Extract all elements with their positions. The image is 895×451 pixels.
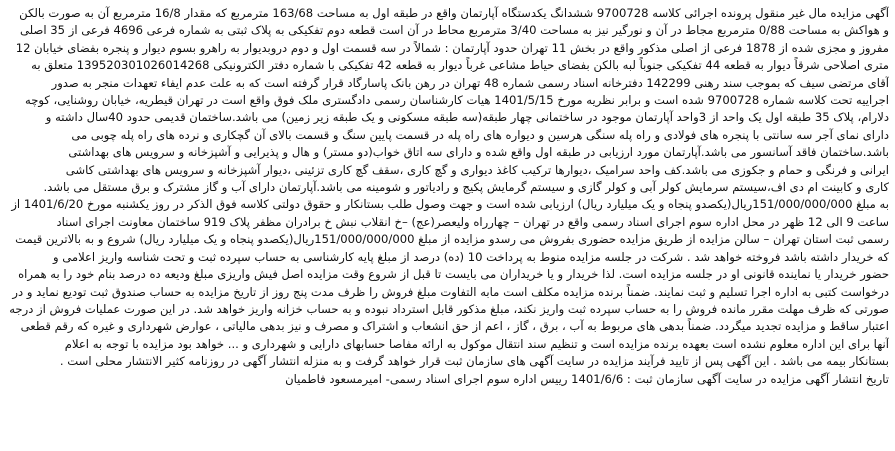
notice-line: حضور خریدار یا نماینده قانونی او در جلسه مزایده است. لذا خریدار و یا خریداران می بایست تا قبل از شروع وقت مزایده اصل فیش واریزی مبلغ ودیعه ده درصد بنام خود را به همراه <box>18 267 889 282</box>
notice-line: رسمی ثبت استان تهران – سالن مزایده از طریق مزایده حضوری بفروش می رسدو مزایده از مبلغ 151/000/000/000ریال(یکصدو پنجاه و یک میلیارد ریال) شروع و به بالاترین قیمت <box>15 232 889 247</box>
notice-line: که خریدار داشته باشد فروخته خواهد شد . شرکت در جلسه مزایده منوط به پرداخت 10 (ده) درصد از مبلغ پایه کارشناسی به حساب سپرده ثبت و تحت شناسه واریز اعلامی و <box>52 249 889 264</box>
notice-line: آگهی مزایده مال غیر منقول پرونده اجرائی کلاسه 9700728 ششدانگ یکدستگاه آپارتمان واقع در طبقه اول به مساحت 163/68 مترمربع که مقدار 16/8 مترمربع آن به صورت بالکن <box>19 6 889 20</box>
notice-line: دارای نمای آجر سه سانتی با پنجره های فولادی و راه پله سنگی هرسین و دیواره های راه پله در قسمت پایین سنگ و قسمت بالای آن گچکاری و نرده های راه پله چوبی می <box>71 127 889 142</box>
notice-line: دلارام، پلاک 35 طبقه اول یک واحد از 3واحد آپارتمان موجود در ساختمانی چهار طبقه(سه طبقه مسکونی و یک طبقه زیر زمین) می باشد.ساختمان قدیمی حدود 40سال داشته و <box>45 110 889 125</box>
notice-line: به مبلغ 151/000/000/000ریال(یکصدو پنجاه و یک میلیارد ریال) ارزیابی شده است و جهت وصول طلب بستانکار و حقوق دولتی کلاسه فوق الذکر در روز یکشنبه مورخ 1401/6/20 از <box>11 197 889 212</box>
notice-line: آنها برای این اداره معلوم نشده است بعهده برنده مزایده است و تنظیم سند انتقال موکول به ارائه مفاصا حسابهای دارایی و شهرداری و ... خواهد بود مزایده با توجه به اعلام <box>64 336 889 351</box>
notice-line: متری اصلاحی شرقاً دیوار به قطعه 44 تفکیکی جنوباً لبه بالکن بفضای حیاط مشاعی غرباً دیوار به قطعه 42 تفکیکی با شماره دفتر الکترونیکی 139520301026014268 متعلق به <box>31 58 889 73</box>
notice-line: و هواکش به مساحت 0/88 مترمربع مجاط در آن و نورگیر نیز به مساحت 3/40 مترمربع محاط در آن است قطعه دوم تفکیکی به پلاک ثبتی به شماره فرعی 4696 فرعی از 35 اصلی <box>20 23 889 38</box>
notice-line: صورتی که ظرف مهلت مقرر مانده فروش را به حساب سپرده ثبت واریز نکند، مبلغ مذکور قابل استرداد نبوده و به حساب خزانه واریز خواهد شد. در این صورت عملیات فروش از درجه <box>9 301 889 316</box>
auction-notice-body <box>6 5 889 388</box>
notice-line: تاریخ انتشار آگهی مزایده در سایت آگهی سازمان ثبت : 1401/6/6 رییس اداره سوم اجرای اسناد رسمی- امیرمسعود فاطمیان <box>285 371 889 386</box>
notice-line: باشد.ساختمان فاقد آسانسور می باشد.آپارتمان مورد ارزیابی در طبقه اول واقع شده و دارای سه اتاق خواب(دو مستر) و هال و پذیرایی و آشپزخانه و سرویس های بهداشتی <box>68 145 889 160</box>
notice-line: آقای مرتضی سیف که بموجب سند رهنی 142299 دفترخانه اسناد رسمی شماره 48 تهران در رهن بانک پاسارگاد قرار گرفته است که به علت عدم ایفاء تعهدات منجر به صدور <box>51 75 889 90</box>
notice-line: درخواست کتبی به اداره اجرا تسلیم و ثبت نمایند. ضمناً برنده مزایده مکلف است مابه التفاوت مبلغ فروش را ظرف مدت پنج روز از تاریخ مزایده به حساب صندوق ثبت تودیع نماید و در <box>12 284 889 299</box>
notice-line: بستانکار بیمه می باشد . این آگهی پس از تایید فرآیند مزایده در سایت آگهی های سازمان ثبت قرار خواهد گرفت و به منزله انتشار آگهی در روزنامه کثیر الانتشار محلی است . <box>59 354 889 369</box>
notice-line: مفروز و مجزی شده از 1878 فرعی از اصلی مذکور واقع در بخش 11 تهران حدود آپارتمان : شمالاً در سه قسمت اول و دوم دروبدیوار به راهرو بسوم دیوار و پنجره بفضای خیابان 12 <box>15 40 889 55</box>
notice-line: ایرانی و فرنگی و حمام و جکوزی می باشد.کف واحد سرامیک ،دیوارها ترکیب کاغذ دیواری و گچ کاری ،سقف گچ کاری تزئینی ،دیوار آشپزخانه و سرویس های بهداشتی کاشی <box>65 162 889 177</box>
notice-line: اعتبار ساقط و مزایده تجدید میگردد. ضمناً بدهی های مربوط به آب ، برق ، گاز ، اعم از حق انشعاب و اشتراک و مصرف و نیز بدهی مالیاتی ، عوارض شهرداری و غیره که رقم قطعی <box>20 319 889 334</box>
notice-line: ساعت 9 الی 12 ظهر در محل اداره سوم اجرای اسناد رسمی واقع در تهران – چهارراه ولیعصر(عج) –خ انقلاب نبش خ برادران مظفر پلاک 919 ساختمان معاونت اجرای اسناد <box>56 214 889 229</box>
notice-line: اجراییه تحت کلاسه شماره 9700728 شده است و برابر نظریه مورخ 1401/5/15 هیات کارشناسان رسمی دادگستری ملک فوق واقع است در تهران قیطریه، خیابان روشنایی، کوچه <box>24 93 889 108</box>
notice-line: کاری و کابینت ام دی اف،سیستم سرمایش کولر آبی و کولر گازی و سیستم گرمایش پکیج و رادیاتور و شومینه می باشد.آپارتمان دارای آب و گاز مشترک و برق مستقل می باشد. <box>43 180 889 195</box>
